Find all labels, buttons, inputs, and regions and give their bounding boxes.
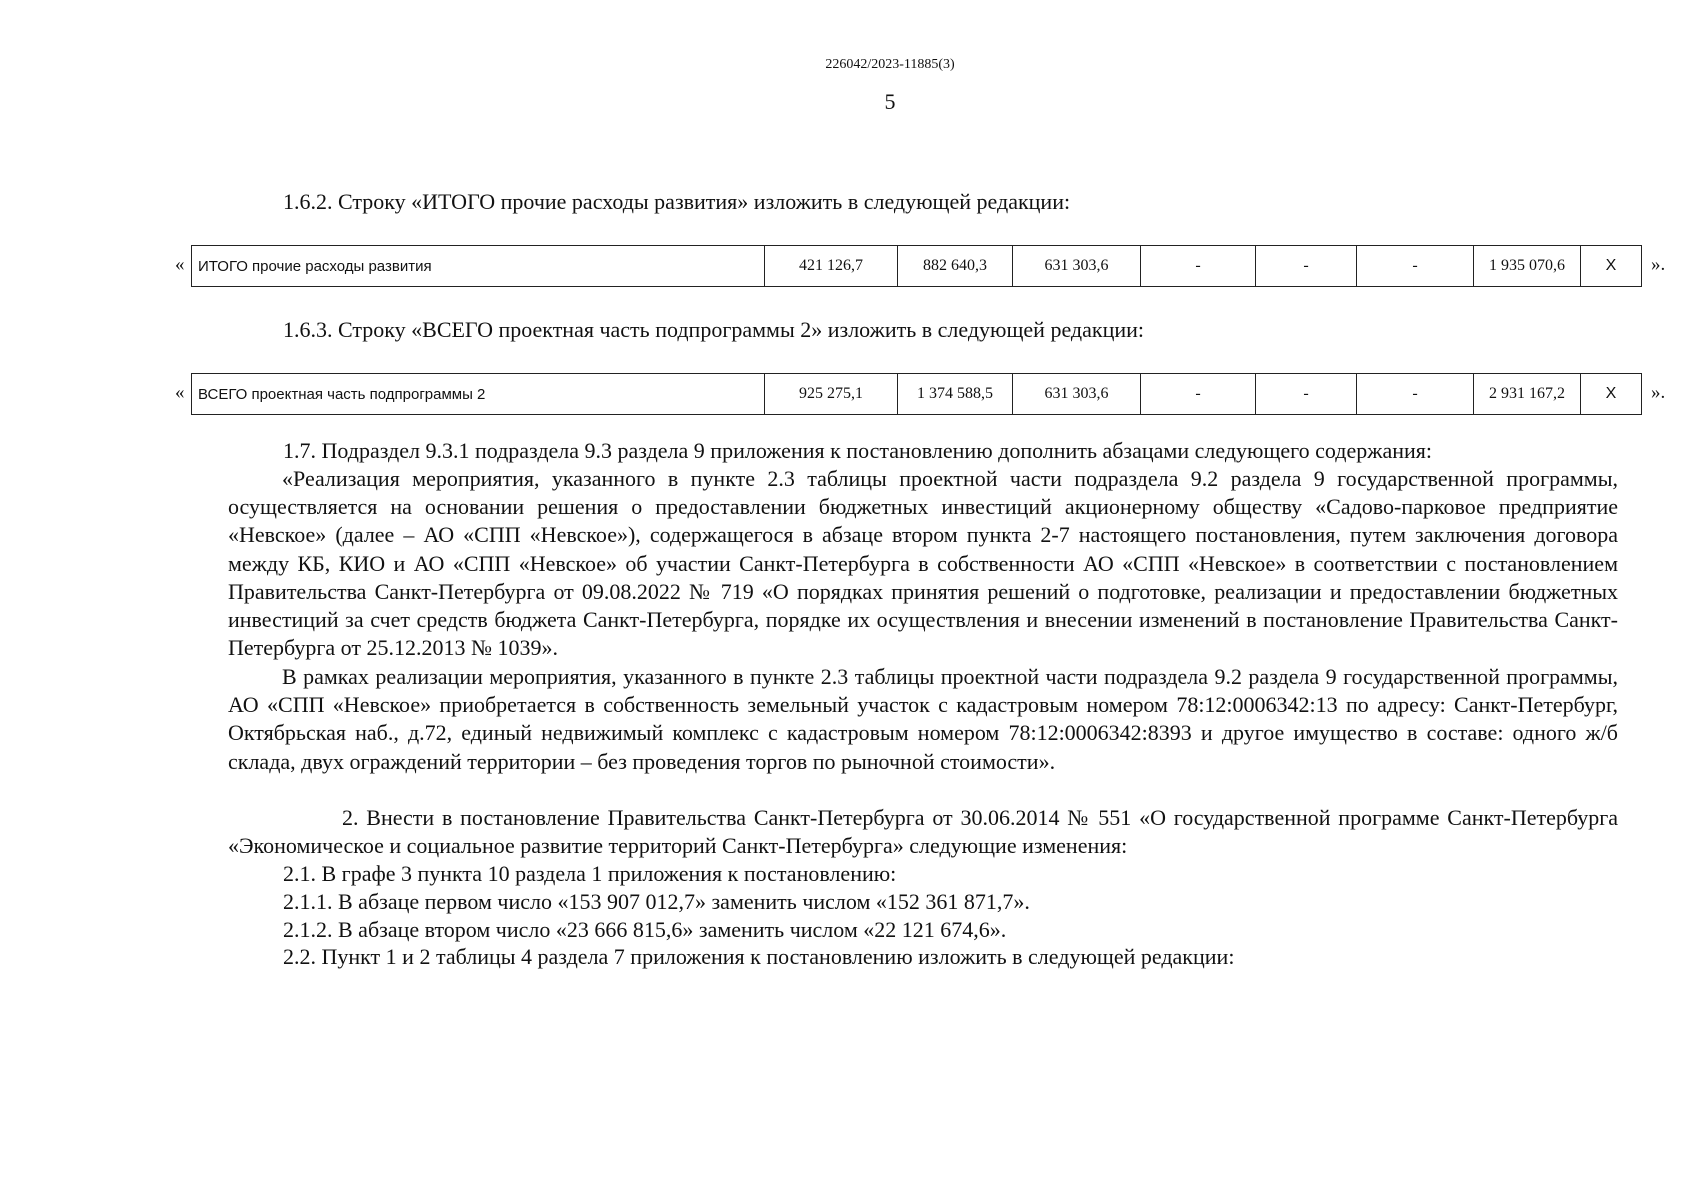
- itogo-table: [191, 245, 1642, 287]
- vsego-table: [191, 373, 1642, 415]
- table-cell: 1 935 070,6: [1474, 246, 1581, 287]
- section-1-7-paragraph-2: [228, 663, 1618, 776]
- section-2-1-1-text: 2.1.1. В абзаце первом число «153 907 012,7» заменить числом «152 361 871,7».: [283, 889, 1030, 914]
- section-2-2-text: 2.2. Пункт 1 и 2 таблицы 4 раздела 7 приложения к постановлению изложить в следующей редакции:: [283, 944, 1235, 969]
- table-cell: -: [1357, 374, 1474, 415]
- section-1-6-3-text: 1.6.3. Строку «ВСЕГО проектная часть подпрограммы 2» изложить в следующей редакции:: [283, 317, 1145, 342]
- section-1-6-2-text: 1.6.2. Строку «ИТОГО прочие расходы развития» изложить в следующей редакции:: [283, 189, 1071, 214]
- quote-open: «: [175, 382, 185, 403]
- paragraph-text: В рамках реализации мероприятия, указанного в пункте 2.3 таблицы проектной части подраздела 9.2 раздела 9 государственной программы, АО «СПП «Невское» приобретается в собственность земельный участок с кадастровым номером 78:12:0006342:13 по адресу: Санкт-Петербург, Октябрьская наб., д.72, единый недвижимый комплекс с кадастровым номером 78:12:0006342:8393 и другое имущество в составе: одного ж/б склада, двух ограждений территории – без проведения торгов по рыночной стоимости».: [228, 664, 1618, 774]
- quote-close: ».: [1651, 382, 1666, 403]
- table-cell: 421 126,7: [765, 246, 898, 287]
- row-name-cell: ВСЕГО проектная часть подпрограммы 2: [192, 374, 765, 415]
- table-cell: 1 374 588,5: [898, 374, 1013, 415]
- table-cell: 631 303,6: [1013, 246, 1141, 287]
- paragraph-text: 2. Внести в постановление Правительства Санкт-Петербурга от 30.06.2014 № 551 «О государственной программе Санкт-Петербурга «Экономическое и социальное развитие территорий Санкт-Петербурга» следующие изменения:: [228, 805, 1618, 859]
- section-2-intro: [228, 804, 1618, 860]
- document-id: 226042/2023-11885(3): [825, 57, 955, 72]
- table-cell: -: [1141, 246, 1256, 287]
- table-cell: -: [1141, 374, 1256, 415]
- table-cell: 2 931 167,2: [1474, 374, 1581, 415]
- row-name-cell: ИТОГО прочие расходы развития: [192, 246, 765, 287]
- table-cell: -: [1357, 246, 1474, 287]
- section-2-1-text: 2.1. В графе 3 пункта 10 раздела 1 приложения к постановлению:: [283, 861, 897, 886]
- quote-close: ».: [1651, 254, 1666, 275]
- table-cell: Х: [1581, 374, 1642, 415]
- page-number: 5: [884, 89, 896, 114]
- section-1-7-paragraph-1: [228, 465, 1618, 662]
- table-cell: Х: [1581, 246, 1642, 287]
- table-cell: -: [1256, 246, 1357, 287]
- paragraph-text: «Реализация мероприятия, указанного в пункте 2.3 таблицы проектной части подраздела 9.2 раздела 9 государственной программы, осуществляется на основании решения о предоставлении бюджетных инвестиций акционерному обществу «Садово-парковое предприятие «Невское» (далее – АО «СПП «Невское»), содержащегося в абзаце втором пункта 2-7 настоящего постановления, путем заключения договора между КБ, КИО и АО «СПП «Невское» об участии Санкт-Петербурга в собственности АО «СПП «Невское» в соответствии с постановлением Правительства Санкт-Петербурга от 09.08.2022 № 719 «О порядках принятия решений о подготовке, реализации и предоставлении бюджетных инвестиций за счет средств бюджета Санкт-Петербурга, порядке их осуществления и внесении изменений в постановление Правительства Санкт-Петербурга от 25.12.2013 № 1039».: [228, 466, 1618, 661]
- table-cell: 882 640,3: [898, 246, 1013, 287]
- table-cell: 631 303,6: [1013, 374, 1141, 415]
- table-cell: 925 275,1: [765, 374, 898, 415]
- section-1-7-intro: 1.7. Подраздел 9.3.1 подраздела 9.3 раздела 9 приложения к постановлению дополнить абзацами следующего содержания:: [283, 438, 1432, 463]
- table-row: [192, 374, 1642, 415]
- vsego-table-block: [171, 373, 1671, 415]
- section-2-1-2-text: 2.1.2. В абзаце втором число «23 666 815,6» заменить числом «22 121 674,6».: [283, 917, 1007, 942]
- itogo-table-block: [171, 245, 1671, 287]
- table-cell: -: [1256, 374, 1357, 415]
- table-row: [192, 246, 1642, 287]
- quote-open: «: [175, 254, 185, 275]
